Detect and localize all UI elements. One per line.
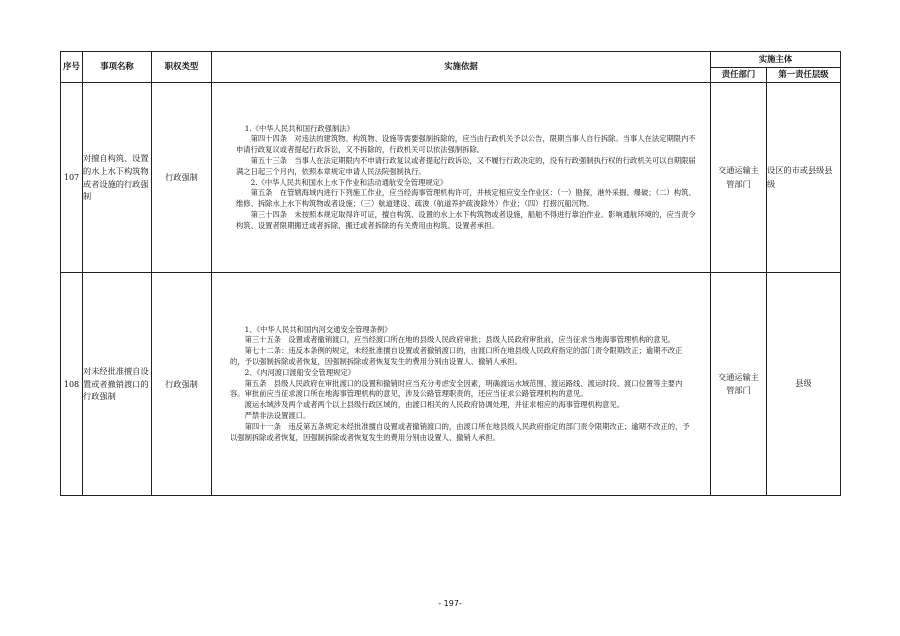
item-name: 对擅自构筑、设置的水上水下构筑物或者设施的行政强制: [83, 83, 152, 273]
basis-article: 渡运水域涉及两个或者两个以上县级行政区域的，由渡口相关的人民政府协调处理，并征求相应的海事管理机构意见。: [244, 400, 625, 410]
basis-article: 第五条 县级人民政府在审批渡口的设置和撤销时应当充分考虑安全因素，明确渡运水域范围、渡运路线、渡运时段、渡口位置等主要内容。审批前应当征求渡口所在地海事管理机构的意见，涉及公路管理职责的，还应当征求公路管理机构的意见。: [230, 378, 683, 399]
row-number: 108: [61, 273, 83, 496]
header-name: 事项名称: [83, 52, 152, 83]
basis-article: 第七十二条：违反本条例的规定，未经批准擅自设置或者撤销渡口的，由渡口所在地县级人民政府指定的部门责令限期改正；逾期不改正的，予以强制拆除或者恢复，因强制拆除或者恢复发生的费用分别由设置人、撤销人承担。: [230, 346, 683, 366]
basis-article: 第四十一条 违反第五条规定未经批准擅自设置或者撤销渡口的，由渡口所在地县级人民政府指定的部门责令限期改正；逾期不改正的，予以强制拆除或者恢复，因强制拆除或者恢复发生的费用分别由设置人、撤销人承担。: [230, 421, 690, 442]
power-type: 行政强制: [152, 83, 212, 273]
basis-article: 第三十四条 未按照本规定取得许可证，擅自构筑、设置的水上水下构筑物或者设施，船舶不得进行靠泊作业。影响通航环境的，应当责令构筑、设置者限期搬迁或者拆除，搬迁或者拆除的有关费用由构筑、设置者承担。: [236, 209, 696, 230]
basis-article: 第四十四条 对违法的建筑物、构筑物、设施等需要强制拆除的，应当由行政机关予以公告，限期当事人自行拆除。当事人在法定期限内不申请行政复议或者提起行政诉讼，又不拆除的，行政机关可以依法强制拆除。: [236, 134, 696, 155]
header-type: 职权类型: [152, 52, 212, 83]
header-basis: 实施依据: [212, 52, 711, 83]
basis-article: 严禁非法设置渡口。: [244, 410, 311, 420]
item-name: 对未经批准擅自设置或者撤销渡口的行政强制: [83, 273, 152, 496]
responsibility-level: 设区的市或县级县级: [767, 83, 841, 273]
responsible-dept: 交通运输主管部门: [711, 273, 767, 496]
powers-table: [60, 51, 841, 496]
legal-basis: [212, 83, 711, 273]
responsible-dept: 交通运输主管部门: [711, 83, 767, 273]
legal-basis: [212, 273, 711, 496]
header-dept: 责任部门: [711, 68, 767, 83]
responsibility-level: 县级: [767, 273, 841, 496]
basis-law-title: 2、《内河渡口渡船安全管理规定》: [244, 367, 356, 377]
basis-law-title: 1、《中华人民共和国内河交通安全管理条例》: [244, 324, 392, 334]
table-row: [61, 83, 841, 273]
basis-article: 第五十三条 当事人在法定期限内不申请行政复议或者提起行政诉讼，又不履行行政决定的，没有行政强制执行权的行政机关可以自期限届满之日起三个月内，依照本章规定申请人民法院强制执行。: [236, 155, 696, 176]
power-type: 行政强制: [152, 273, 212, 496]
basis-law-title: 1.《中华人民共和国行政强制法》: [244, 123, 354, 133]
header-num: 序号: [61, 52, 83, 83]
page-number: - 197-: [438, 599, 462, 608]
table-row: [61, 273, 841, 496]
basis-law-title: 2.《中华人民共和国水上水下作业和活动通航安全管理规定》: [250, 177, 448, 187]
header-subject: 实施主体: [711, 52, 841, 68]
header-level: 第一责任层级: [767, 68, 841, 83]
basis-article: 第三十五条 设置或者撤销渡口，应当经渡口所在地的县级人民政府审批；县级人民政府审批前，应当征求当地海事管理机构的意见。: [244, 335, 676, 345]
row-number: 107: [61, 83, 83, 273]
basis-article: 第五条 在管辖海域内进行下列施工作业，应当经海事管理机构许可，并核定相应安全作业区：（一）勘探，港外采掘、爆破；（二）构筑、维修、拆除水上水下构筑物或者设施；（三）航道建设、疏浚（航道养护疏浚除外）作业；（四）打捞沉船沉物。: [236, 188, 696, 209]
